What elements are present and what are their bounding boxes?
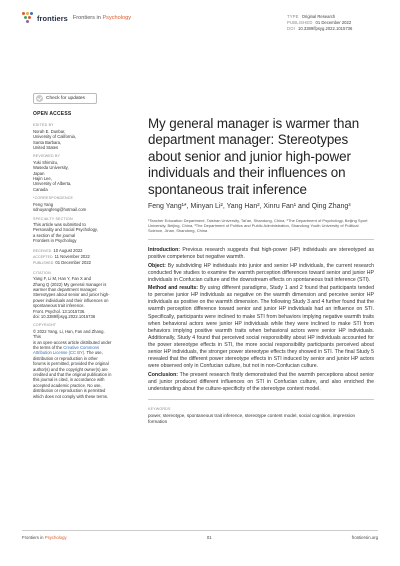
reviewed-by-label: REVIEWED BY [33, 154, 61, 159]
date-received: RECEIVED 10 August 2022 [33, 247, 83, 253]
divider [148, 239, 374, 240]
license-link[interactable]: Creative Commons Attribution License (CC BY) [33, 345, 100, 356]
author-list[interactable]: Feng Yang¹*, Minyan Li², Yang Han², Xinru Fan¹ and Qing Zhang³ [148, 203, 351, 211]
page-header [0, 0, 400, 40]
affiliations: ¹Teacher Education Department, Taishan University, Tai'an, Shandong, China, ²The Department of Psychology, Beijing Sport University, Beijing, China, ³The Department of Politics and Public Administration, Shandong Youth University of Political Science, Jinan, Shandong, China [148, 217, 368, 233]
date-accepted: ACCEPTED 11 November 2022 [33, 253, 90, 259]
abstract-method-results: Method and results: By using different paradigms, Study 1 and 2 found that participants tended to perceive junior HP individuals as negative on the warmth dimension and perceive senior HP individuals as positive on the warmth dimension. The following Study 3 and 4 further found that the warmth perception difference toward senior and junior HP individuals had an influence on STI. Specifically, participants were inclined to make STI from behaviors implying negative warmth traits when behavioral actors were junior HP individuals while they were inclined to make STI from behaviors implying positive warmth traits when behavioral actors were senior HP individuals. Additionally, Study 4 found that perceived social responsibility about HP individuals accounted for the power stereotype effects in STI, the more social responsibility participants perceived about senior HP individuals, the stronger power stereotype effects they showed in STI. The final Study 5 revealed that the different power stereotype effects in STI induced by senior and junior HP actors were observed only in Confucian culture, but not in non-Confucian culture. [148, 285, 374, 370]
correspondence-label: *CORRESPONDENCE [33, 196, 74, 201]
copyright-text: © 2022 Yang, Li, Han, Fan and Zhang. This is an open-access article distributed under the terms of the Creative Commons Attribution License (CC BY). The use, distribution or reproduction in other forums is permitted, provided the original author(s) and the copyright owner(s) are credited and that the original publication in this journal is cited, in accordance with accepted academic practice. No use, distribution or reproduction is permitted which does not comply with these terms. [33, 328, 112, 399]
article-meta [287, 14, 352, 32]
check-icon [36, 95, 43, 102]
meta-doi[interactable]: DOI 10.3389/fpsyg.2022.1015736 [287, 26, 353, 31]
divider [148, 399, 374, 400]
check-updates-label: Check for updates [46, 95, 85, 101]
keywords-label: KEYWORDS [148, 406, 171, 411]
open-access-label: OPEN ACCESS [33, 111, 72, 117]
edited-by-text: Norah E. Dunbar, University of California, Santa Barbara, United States [33, 128, 77, 151]
page-footer [22, 530, 378, 540]
specialty-text: This article was submitted to Personality and Social Psychology, a section of the journal Frontiers in Psychology [33, 221, 98, 244]
article-dates [33, 248, 113, 267]
citation-text: Yang F, Li M, Han Y, Fan X and Zhang Q (2022) My general manager is warmer than department manager: Stereotypes about senior and junior high- power individuals and their influences on spontaneous trait inference. Front. Psychol. 13:1015736. doi: 10.3389/fpsyg.2022.1015736 [33, 276, 110, 319]
page-number: 01 [206, 535, 212, 540]
abstract-object: Object: By subdividing HP individuals into junior and senior HP individuals, the current research conducted five studies to examine the warmth perception differences toward senior and junior HP individuals in Confucian culture and the downstream effects on spontaneous trait inference (STI). [148, 262, 374, 283]
frontiers-logo[interactable] [22, 12, 131, 24]
check-updates-button[interactable] [33, 93, 97, 104]
brand-name: frontiers [37, 13, 68, 23]
date-published: PUBLISHED 01 December 2022 [33, 260, 91, 266]
copyright-label: COPYRIGHT [33, 323, 57, 328]
meta-published: PUBLISHED 01 December 2022 [287, 20, 352, 25]
citation-label: CITATION [33, 270, 51, 275]
edited-by-label: EDITED BY [33, 123, 54, 128]
article-main [148, 116, 374, 425]
sidebar-info [33, 95, 113, 399]
abstract-introduction: Introduction: Previous research suggests that high-power (HP) individuals are stereotyped as positive competence but negative warmth. [148, 247, 374, 261]
keywords: power, stereotype, spontaneous trait inference, stereotype content model, social cognition, impression formation [148, 412, 356, 424]
meta-type: TYPE Original Research [287, 14, 336, 19]
footer-url[interactable]: frontiersin.org [351, 535, 378, 540]
abstract [148, 247, 374, 393]
article-title: My general manager is warmer than department manager: Stereotypes about senior and junior high-power individuals and their influences on spontaneous trait inference [148, 116, 360, 197]
journal-name[interactable]: Frontiers in Psychology [72, 15, 132, 21]
reviewed-by-text: Yuki Shimizu, Waseda University, Japan Hajin Lee, University of Alberta, Canada [33, 159, 72, 192]
footer-journal[interactable]: Frontiers in Psychology [22, 535, 67, 540]
specialty-label: SPECIALTY SECTION [33, 216, 73, 221]
correspondence-text[interactable]: Feng Yang sdnuyangfeng@hotmail.com [33, 201, 87, 213]
abstract-conclusion: Conclusion: The present research firstly demonstrated that the warmth perceptions about senior and junior produced different influences on STI in Confucian culture, and also enriched the understanding about the culture-specificity of the stereotype content model. [148, 371, 374, 392]
frontiers-logo-icon [22, 12, 34, 24]
